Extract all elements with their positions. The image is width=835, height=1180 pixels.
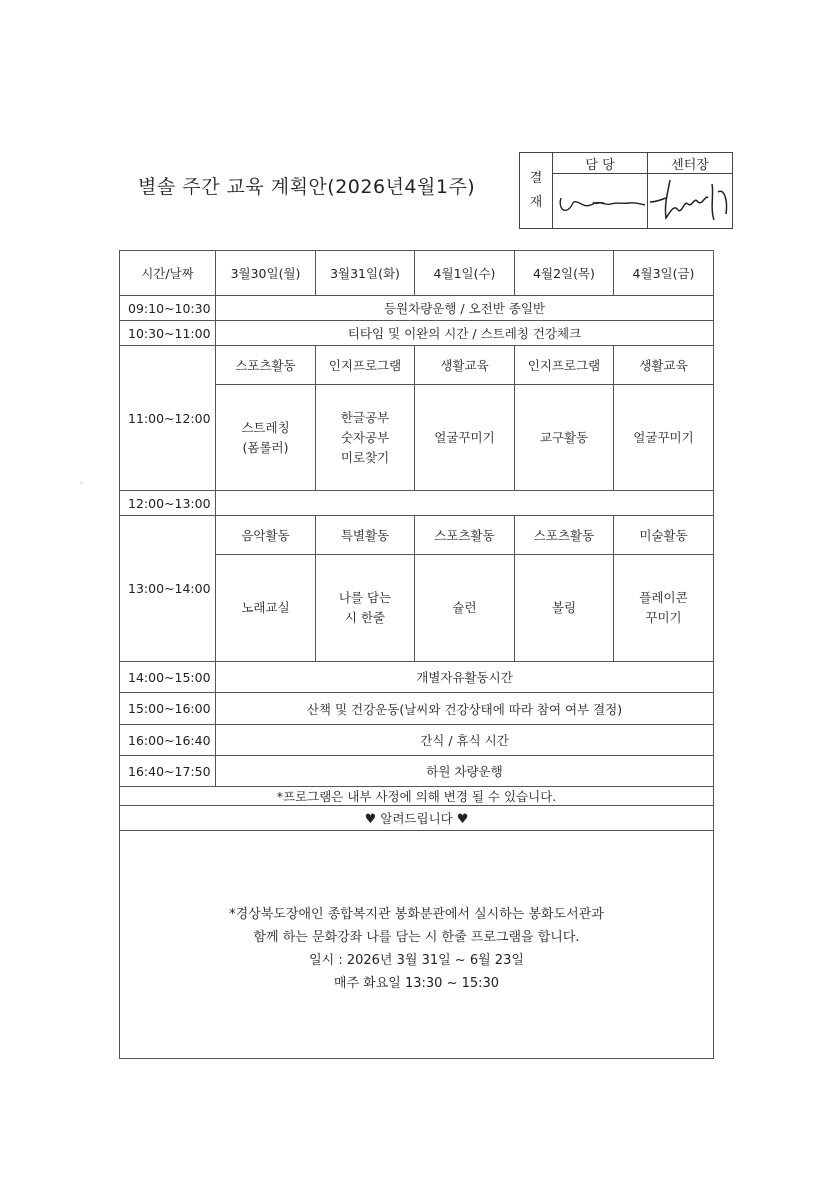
activity-cell: 하원 차량운행 xyxy=(216,756,714,787)
info-line: 일시 : 2026년 3월 31일 ~ 6월 23일 xyxy=(309,953,524,968)
activity-cell: 스트레칭 (폼롤러) xyxy=(216,385,316,491)
time-cell: 10:30~11:00 xyxy=(120,321,216,346)
heart-icon: ♥ xyxy=(364,812,377,827)
header-cell: 3월30일(월) xyxy=(216,251,316,296)
time-cell: 16:00~16:40 xyxy=(120,725,216,756)
category-cell: 스포츠활동 xyxy=(415,516,515,555)
approval-label: 결 재 xyxy=(520,153,553,229)
header-cell: 4월1일(수) xyxy=(415,251,515,296)
approval-header-director: 센터장 xyxy=(648,153,733,174)
category-cell: 생활교육 xyxy=(614,346,714,385)
time-cell: 16:40~17:50 xyxy=(120,756,216,787)
table-row xyxy=(120,725,714,756)
table-row xyxy=(120,296,714,321)
info-line: 매주 화요일 13:30 ~ 15:30 xyxy=(333,976,500,991)
header-cell: 4월2일(목) xyxy=(515,251,614,296)
info-line: 함께 하는 문화강좌 나를 담는 시 한줄 프로그램을 합니다. xyxy=(253,930,580,945)
approval-box xyxy=(519,152,733,229)
table-row xyxy=(120,491,714,516)
activity-cell: 한글공부 숫자공부 미로찾기 xyxy=(316,385,415,491)
signature-manager-mark xyxy=(553,174,647,228)
activity-cell: 플레이콘 꾸미기 xyxy=(614,555,714,662)
table-row xyxy=(120,662,714,693)
header-cell: 3월31일(화) xyxy=(316,251,415,296)
time-cell: 11:00~12:00 xyxy=(120,346,216,491)
activity-cell: 교구활동 xyxy=(515,385,614,491)
info-cell xyxy=(120,831,714,1059)
activity-cell: 개별자유활동시간 xyxy=(216,662,714,693)
signature-director-mark xyxy=(648,174,732,228)
table-row xyxy=(120,346,714,385)
approval-header-manager: 담 당 xyxy=(553,153,648,174)
header-cell: 4월3일(금) xyxy=(614,251,714,296)
schedule-table xyxy=(119,250,714,1059)
category-cell: 특별활동 xyxy=(316,516,415,555)
time-cell: 09:10~10:30 xyxy=(120,296,216,321)
signature-director xyxy=(648,174,733,229)
activity-cell: 얼굴꾸미기 xyxy=(415,385,515,491)
activity-cell: 얼굴꾸미기 xyxy=(614,385,714,491)
info-text xyxy=(120,903,713,995)
info-line: *경상북도장애인 종합복지관 봉화분관에서 실시하는 봉화도서관과 xyxy=(229,907,604,922)
activity-cell: 산책 및 건강운동(날씨와 건강상태에 따라 참여 여부 결정) xyxy=(216,693,714,725)
heart-icon: ♥ xyxy=(456,812,469,827)
notice-title-row xyxy=(120,806,714,831)
category-cell: 스포츠활동 xyxy=(216,346,316,385)
activity-cell: 간식 / 휴식 시간 xyxy=(216,725,714,756)
info-row xyxy=(120,831,714,1059)
activity-cell xyxy=(216,491,714,516)
table-row xyxy=(120,756,714,787)
page-title: 별솔 주간 교육 계획안(2026년4월1주) xyxy=(138,176,476,198)
activity-cell: 티타임 및 이완의 시간 / 스트레칭 건강체크 xyxy=(216,321,714,346)
category-cell: 생활교육 xyxy=(415,346,515,385)
stray-dot: · xyxy=(80,479,83,488)
activity-cell: 볼링 xyxy=(515,555,614,662)
activity-cell: 노래교실 xyxy=(216,555,316,662)
time-cell: 13:00~14:00 xyxy=(120,516,216,662)
table-row xyxy=(120,321,714,346)
notice-title xyxy=(120,806,714,831)
header-row xyxy=(120,251,714,296)
category-cell: 음악활동 xyxy=(216,516,316,555)
activity-cell: 등원차량운행 / 오전반 종일반 xyxy=(216,296,714,321)
time-cell: 12:00~13:00 xyxy=(120,491,216,516)
header-cell: 시간/날짜 xyxy=(120,251,216,296)
time-cell: 14:00~15:00 xyxy=(120,662,216,693)
table-row xyxy=(120,693,714,725)
category-cell: 스포츠활동 xyxy=(515,516,614,555)
table-row xyxy=(120,516,714,555)
category-cell: 인지프로그램 xyxy=(316,346,415,385)
notice-title-text: 알려드립니다 xyxy=(380,811,453,826)
activity-cell: 나를 담는 시 한줄 xyxy=(316,555,415,662)
time-cell: 15:00~16:00 xyxy=(120,693,216,725)
note-row xyxy=(120,787,714,806)
activity-cell: 슐런 xyxy=(415,555,515,662)
signature-manager xyxy=(553,174,648,229)
category-cell: 미술활동 xyxy=(614,516,714,555)
change-notice: *프로그램은 내부 사정에 의해 변경 될 수 있습니다. xyxy=(120,787,714,806)
category-cell: 인지프로그램 xyxy=(515,346,614,385)
